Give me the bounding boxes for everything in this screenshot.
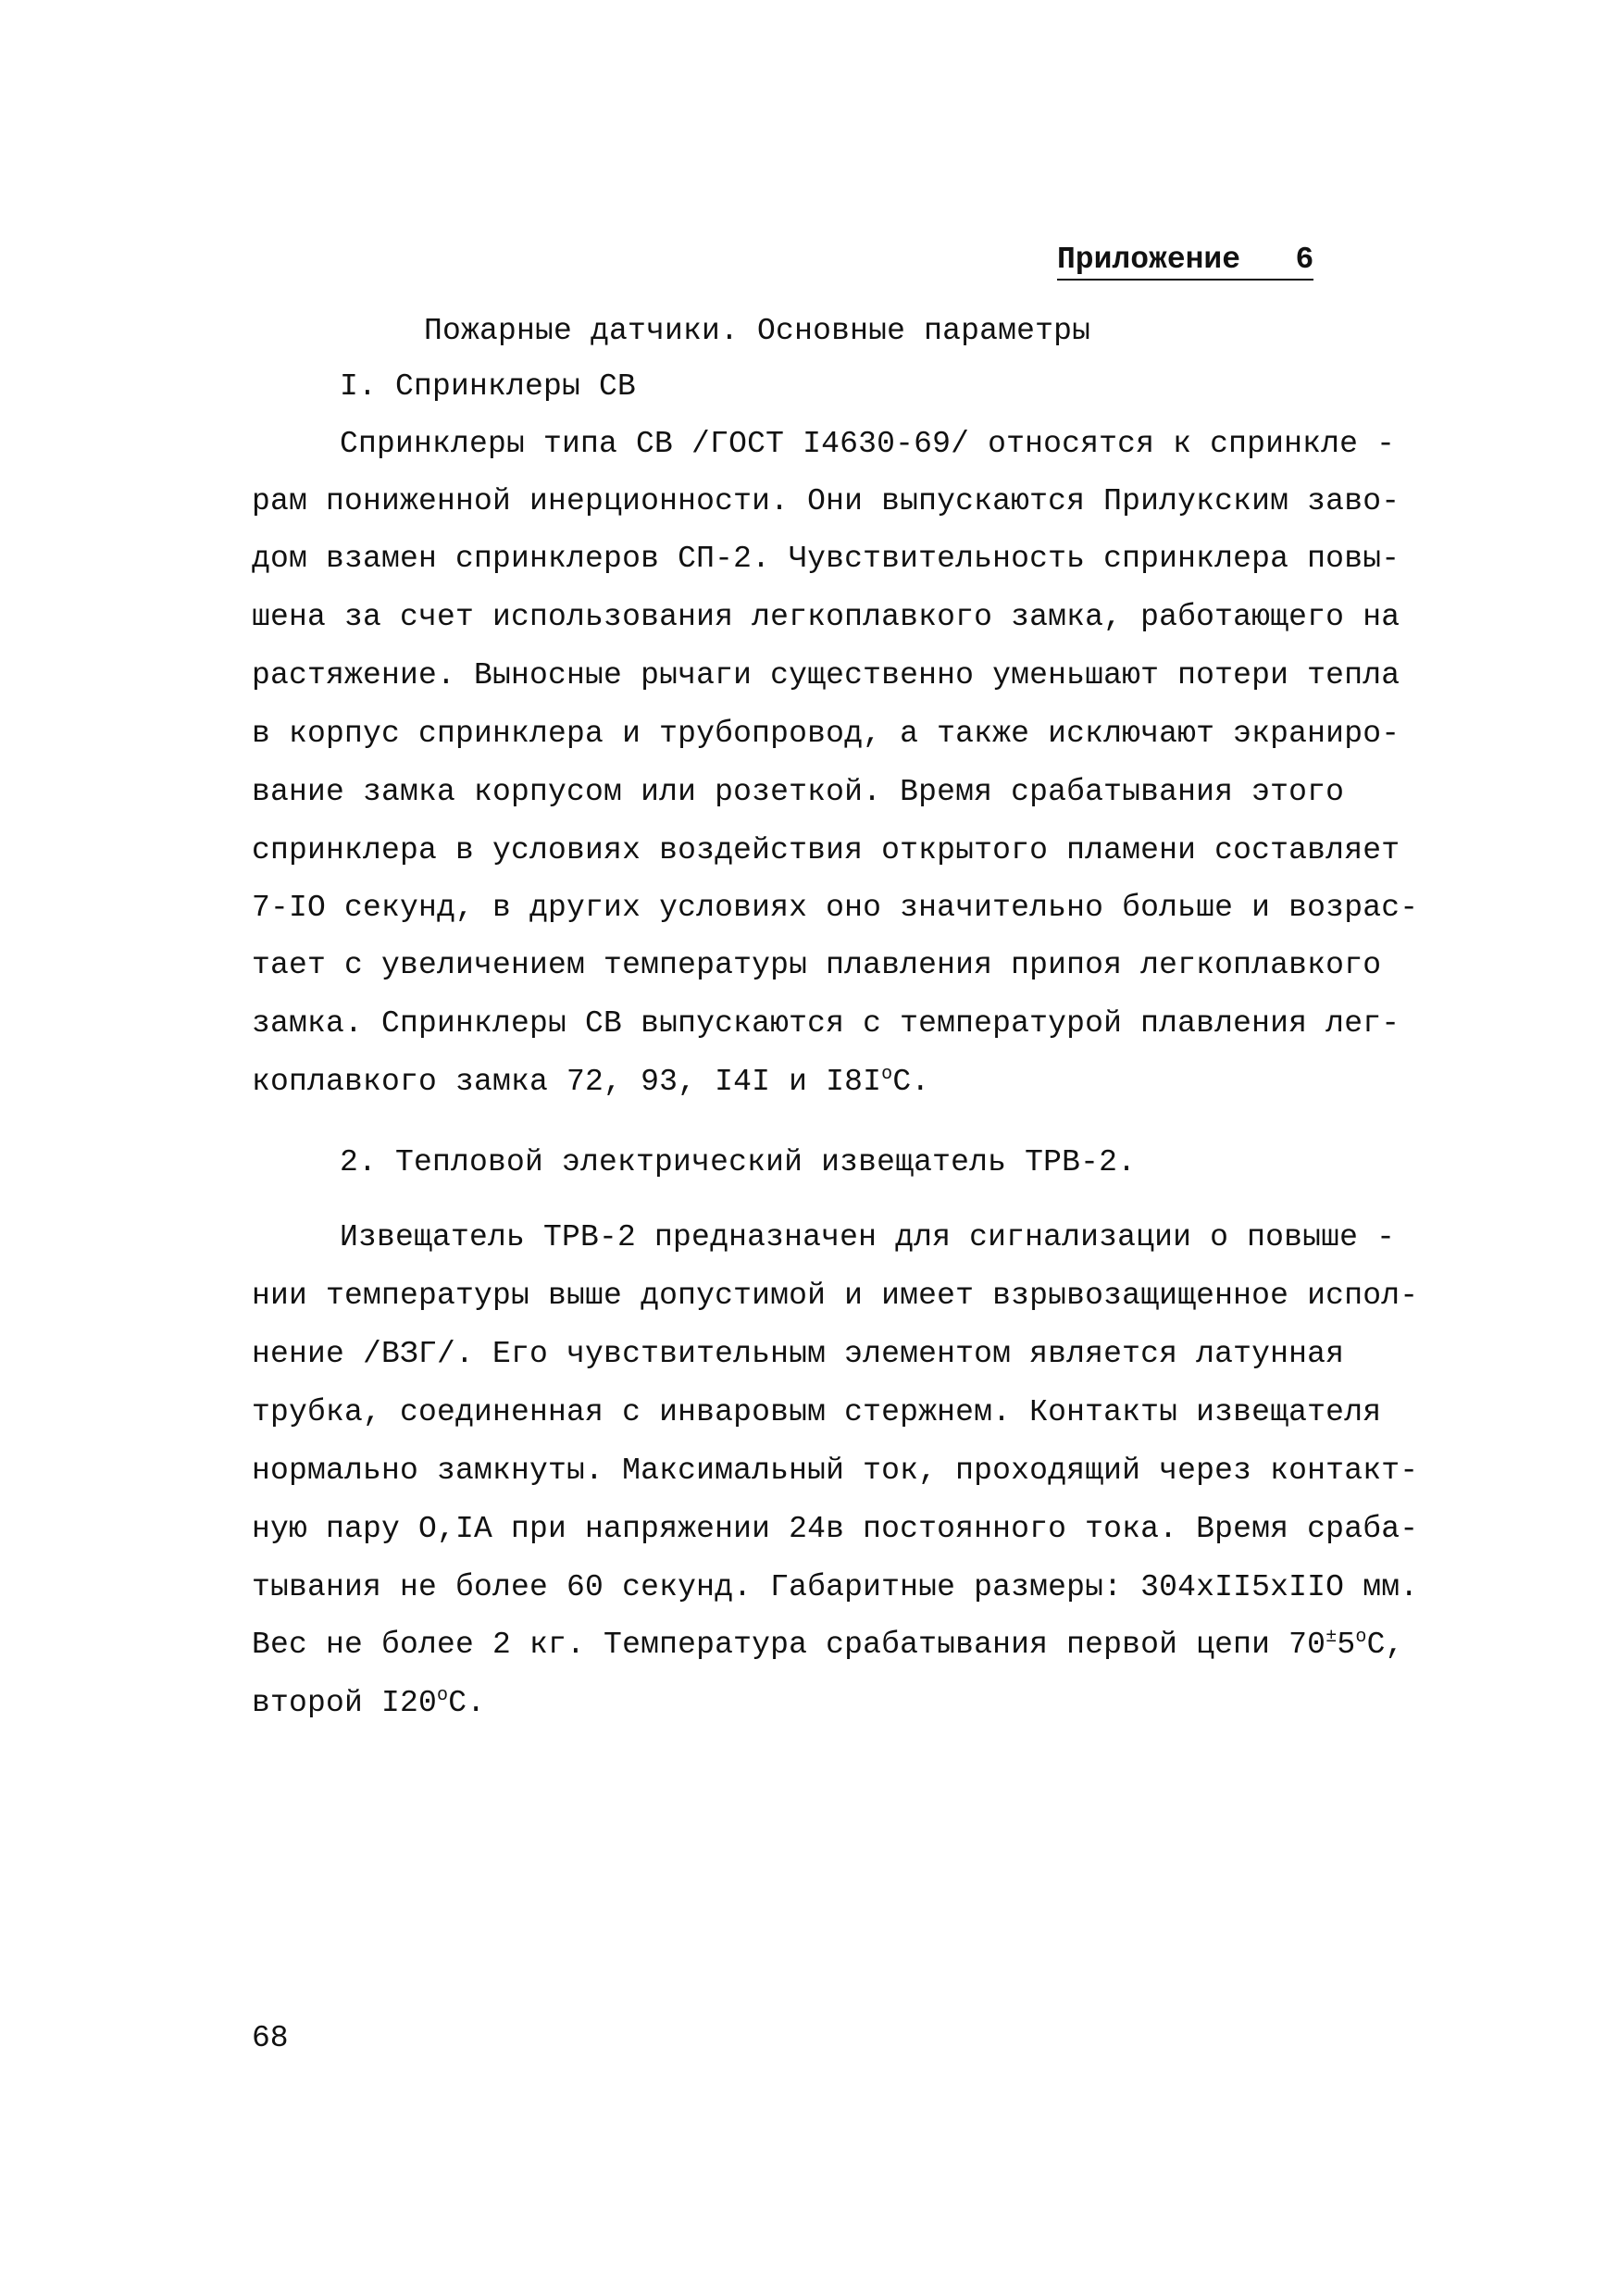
weight-prefix: Вес не более 2 кг. Температура срабатывания первой цепи 70: [252, 1628, 1326, 1662]
section1-line: Спринклеры типа СВ /ГОСТ I4630-69/ относятся к спринкле -: [340, 427, 1396, 461]
degree-sup: о: [881, 1064, 893, 1085]
page-title: Пожарные датчики. Основные параметры: [424, 314, 1091, 348]
section1-line: растяжение. Выносные рычаги существенно уменьшают потери тепла: [252, 658, 1400, 693]
section1-line: спринклера в условиях воздействия открытого пламени составляет: [252, 833, 1400, 867]
section1-line: дом взамен спринклеров СП-2. Чувствительность спринклера повы-: [252, 542, 1400, 576]
section2-heading: 2. Тепловой электрический извещатель ТРВ-2.: [340, 1145, 1137, 1179]
section2-line: ную пару О,IА при напряжении 24в постоянного тока. Время сраба-: [252, 1512, 1419, 1546]
section1-line: шена за счет использования легкоплавкого замка, работающего на: [252, 600, 1400, 634]
weight-mid: 5: [1337, 1628, 1356, 1662]
section1-line: 7-IO секунд, в других условиях оно значительно больше и возрас-: [252, 891, 1419, 925]
appendix-label: Приложение 6: [1057, 243, 1313, 281]
section1-line: тает с увеличением температуры плавления припоя легкоплавкого: [252, 948, 1382, 982]
section2-line: трубка, соединенная с инваровым стержнем. Контакты извещателя: [252, 1395, 1382, 1429]
section2-second-line: [252, 1685, 485, 1722]
plusminus-sup: ±: [1326, 1627, 1338, 1648]
section2-weight-line: [252, 1627, 1404, 1664]
section2-line: тывания не более 60 секунд. Габаритные размеры: 304хII5хIIО мм.: [252, 1570, 1419, 1604]
section2-line: нение /ВЗГ/. Его чувствительным элементом является латунная: [252, 1337, 1345, 1371]
section1-last-line: [252, 1064, 929, 1101]
degree-sup: о: [1355, 1627, 1367, 1648]
section1-line: вание замка корпусом или розеткой. Время срабатывания этого: [252, 775, 1345, 809]
section1-line: рам пониженной инерционности. Они выпускаются Прилукским заво-: [252, 484, 1400, 518]
section1-last-suffix: С.: [892, 1065, 930, 1099]
section1-last-prefix: коплавкого замка 72, 93, I4I и I8I: [252, 1065, 882, 1099]
section1-heading: I. Спринклеры СВ: [340, 369, 637, 404]
second-suffix: С.: [448, 1686, 486, 1720]
second-prefix: второй I20: [252, 1686, 438, 1720]
page-number: 68: [252, 2021, 289, 2055]
section2-line: Извещатель ТРВ-2 предназначен для сигнализации о повыше -: [340, 1220, 1396, 1254]
section1-line: замка. Спринклеры СВ выпускаются с температурой плавления лег-: [252, 1006, 1400, 1041]
degree-sup: о: [437, 1685, 449, 1706]
weight-suffix: С,: [1366, 1628, 1404, 1662]
section1-line: в корпус спринклера и трубопровод, а также исключают экраниро-: [252, 717, 1400, 751]
section2-line: нормально замкнуты. Максимальный ток, проходящий через контакт-: [252, 1454, 1419, 1488]
section2-line: нии температуры выше допустимой и имеет взрывозащищенное испол-: [252, 1279, 1419, 1313]
